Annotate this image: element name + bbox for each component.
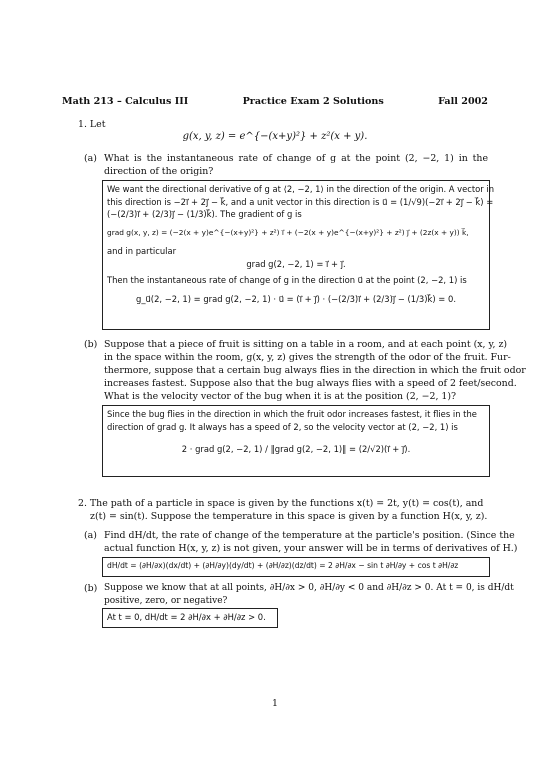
answer-line: direction of grad g. It always has a speed of 2, so the velocity vector at (2, −2, 1) is [107, 421, 458, 432]
intro-line: 2. The path of a particle in space is given by the functions x(t) = 2t, y(t) = cos(t), and [78, 498, 484, 509]
problem-1-label: 1. Let [78, 119, 106, 130]
question-line: thermore, suppose that a certain bug always flies in the direction in which the fruit odor [104, 365, 526, 376]
question-line: increases fastest. Suppose also that the bug always flies with a speed of 2 feet/second. [104, 378, 517, 389]
problem-1-formula: g(x, y, z) = e^{−(x+y)²} + z²(x + y). [182, 131, 368, 142]
answer-line: Since the bug flies in the direction in which the fruit odor increases fastest, it flies in the [107, 409, 477, 419]
question-line: actual function H(x, y, z) is not given, your answer will be in terms of derivatives of H.) [104, 543, 518, 554]
question-line: in the space within the room, g(x, y, z) gives the strength of the odor of the fruit. Fur- [104, 352, 511, 363]
answer-line: (−(2/3)i⃗ + (2/3)j⃗ − (1/3)k⃗). The gradient of g is [107, 209, 302, 219]
intro-line: z(t) = sin(t). Suppose the temperature in this space is given by a function H(x, y, z). [90, 511, 488, 522]
problem-2b-answer-box [102, 608, 278, 628]
sign-result: At t = 0, dH/dt = 2 ∂H/∂x + ∂H/∂z > 0. [107, 612, 266, 622]
directional-derivative-result: g_u⃗(2, −2, 1) = grad g(2, −2, 1) · u⃗ = (i⃗ + j⃗) · (−(2/3)i⃗ + (2/3)j⃗ − (1/3)k⃗) = 0. [136, 293, 456, 304]
exam-title: Practice Exam 2 Solutions [242, 96, 384, 107]
problem-2a-answer-box [102, 557, 490, 577]
gradient-at-point: grad g(2, −2, 1) = i⃗ + j⃗. [246, 258, 346, 269]
problem-2a-label: (a) [84, 530, 97, 541]
problem-2b-question [104, 582, 514, 608]
problem-1a-question: What is the instantaneous rate of change of g at the point (2, −2, 1) in the direction of the origin? [104, 153, 488, 177]
velocity-vector-result: 2 · grad g(2, −2, 1) / ‖grad g(2, −2, 1)‖ = (2/√2)(i⃗ + j⃗). [181, 444, 411, 454]
course-name: Math 213 – Calculus III [62, 96, 189, 107]
question-line: Suppose we know that at all points, ∂H/∂x > 0, ∂H/∂y < 0 and ∂H/∂z > 0. At t = 0, is dH/dt [104, 583, 514, 593]
gradient-formula: grad g(x, y, z) = (−2(x + y)e^{−(x+y)²} + z²) i⃗ + (−2(x + y)e^{−(x+y)²} + z²) j⃗ + (2z(x + y)) k⃗, [107, 227, 469, 237]
question-line: Suppose that a piece of fruit is sitting on a table in a room, and at each point (x, y, z) [104, 339, 508, 350]
page-number: 1 [272, 698, 278, 709]
problem-1a-answer-box [102, 180, 495, 330]
problem-1b-label: (b) [84, 339, 98, 350]
problem-1b-answer-box [102, 405, 490, 477]
problem-2-intro [78, 497, 490, 523]
problem-2b-label: (b) [84, 583, 98, 594]
problem-2a-question [104, 529, 518, 555]
question-line: What is the velocity vector of the bug when it is at the position (2, −2, 1)? [104, 391, 457, 402]
answer-line: Then the instantaneous rate of change of g in the direction u⃗ at the point (2, −2, 1) is [107, 275, 467, 285]
chain-rule-result: dH/dt = (∂H/∂x)(dx/dt) + (∂H/∂y)(dy/dt) + (∂H/∂z)(dz/dt) = 2 ∂H/∂x − sin t ∂H/∂y + cos t ∂H/∂z [107, 561, 459, 570]
question-line: positive, zero, or negative? [104, 596, 228, 606]
question-line: Find dH/dt, the rate of change of the temperature at the particle's position. (Since the [104, 530, 515, 541]
answer-line: We want the directional derivative of g at ⟨2, −2, 1⟩ in the direction of the origin. A vector in [107, 184, 495, 194]
answer-line: this direction is −2i⃗ + 2j⃗ − k⃗, and a unit vector in this direction is u⃗ = (1/√9)(−2i⃗ + 2j⃗ − k⃗) = [107, 196, 494, 207]
problem-1a-label: (a) [84, 153, 97, 164]
exam-header [62, 96, 488, 110]
exam-term: Fall 2002 [438, 96, 488, 107]
problem-1b-question [104, 338, 526, 403]
answer-line: and in particular [107, 246, 177, 256]
